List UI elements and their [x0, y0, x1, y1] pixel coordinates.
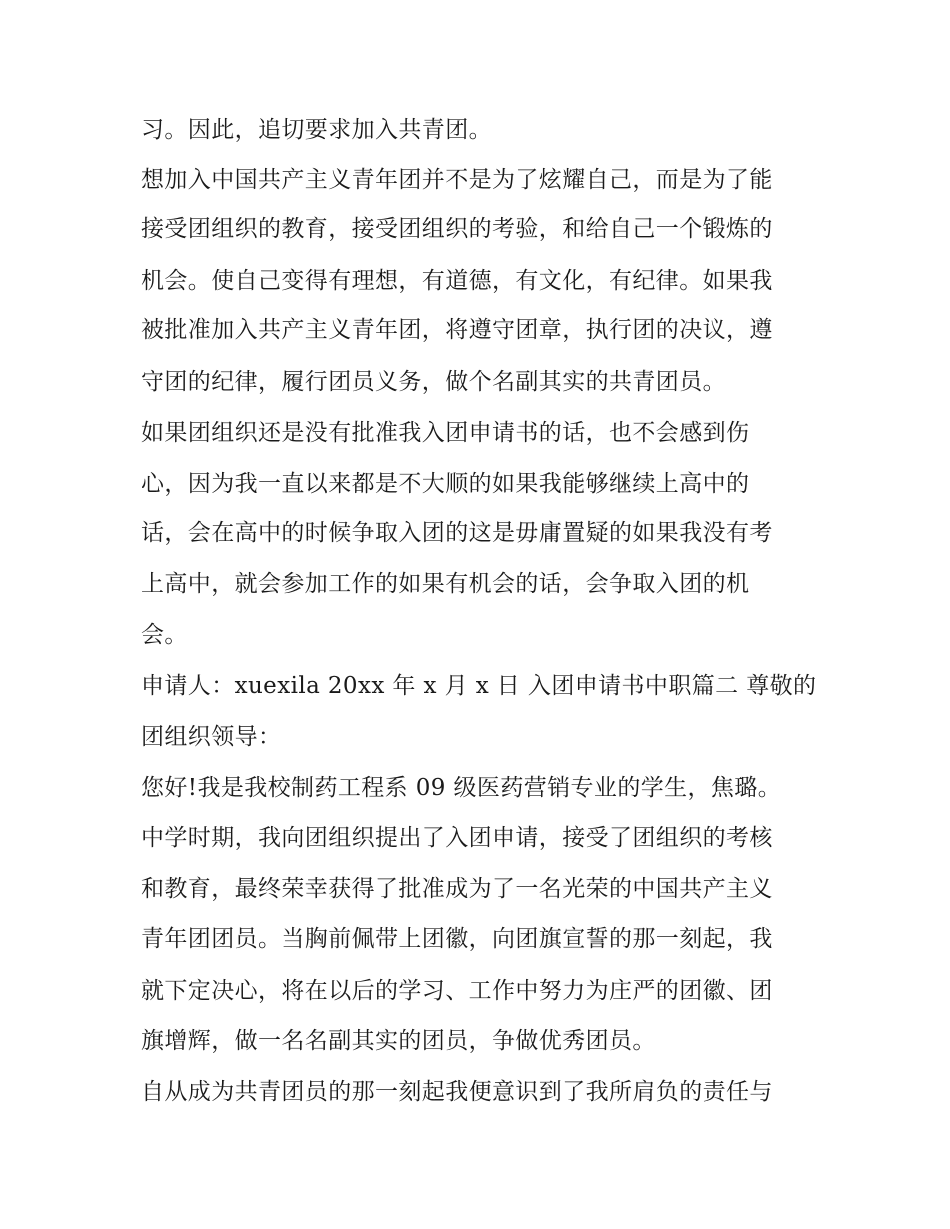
text-line: 团组织领导：	[141, 724, 282, 750]
text-line: 自从成为共青团员的那一刻起我便意识到了我所肩负的责任与	[141, 1079, 773, 1105]
text-line: 和教育，最终荣幸获得了批准成为了一名光荣的中国共产主义	[141, 876, 773, 902]
text-line: 就下定决心，将在以后的学习、工作中努力为庄严的团徽、团	[141, 978, 773, 1004]
text-line: 被批准加入共产主义青年团，将遵守团章，执行团的决议，遵	[141, 317, 773, 343]
text-line: 上高中，就会参加工作的如果有机会的话，会争取入团的机	[141, 571, 750, 597]
text-line: 机会。使自己变得有理想，有道德，有文化，有纪律。如果我	[141, 268, 773, 294]
text-line: 话，会在高中的时候争取入团的这是毋庸置疑的如果我没有考	[141, 520, 773, 546]
text-line: 您好!我是我校制药工程系 09 级医药营销专业的学生，焦璐。	[141, 775, 782, 801]
text-line: 中学时期，我向团组织提出了入团申请，接受了团组织的考核	[141, 825, 773, 851]
text-line: 如果团组织还是没有批准我入团申请书的话，也不会感到伤	[141, 420, 750, 446]
text-line: 会。	[141, 622, 188, 648]
text-line: 旗增辉，做一名名副其实的团员，争做优秀团员。	[141, 1028, 656, 1054]
text-line: 申请人：xuexila 20xx 年 x 月 x 日 入团申请书中职篇二 尊敬的	[141, 673, 817, 699]
text-line: 守团的纪律，履行团员义务，做个名副其实的共青团员。	[141, 369, 726, 395]
text-line: 心，因为我一直以来都是不大顺的如果我能够继续上高中的	[141, 471, 750, 497]
text-line: 青年团团员。当胸前佩带上团徽，向团旗宣誓的那一刻起，我	[141, 926, 773, 952]
text-line: 接受团组织的教育，接受团组织的考验，和给自己一个锻炼的	[141, 216, 773, 242]
text-line: 习。因此，追切要求加入共青团。	[141, 117, 492, 143]
text-line: 想加入中国共产主义青年团并不是为了炫耀自己，而是为了能	[141, 167, 773, 193]
